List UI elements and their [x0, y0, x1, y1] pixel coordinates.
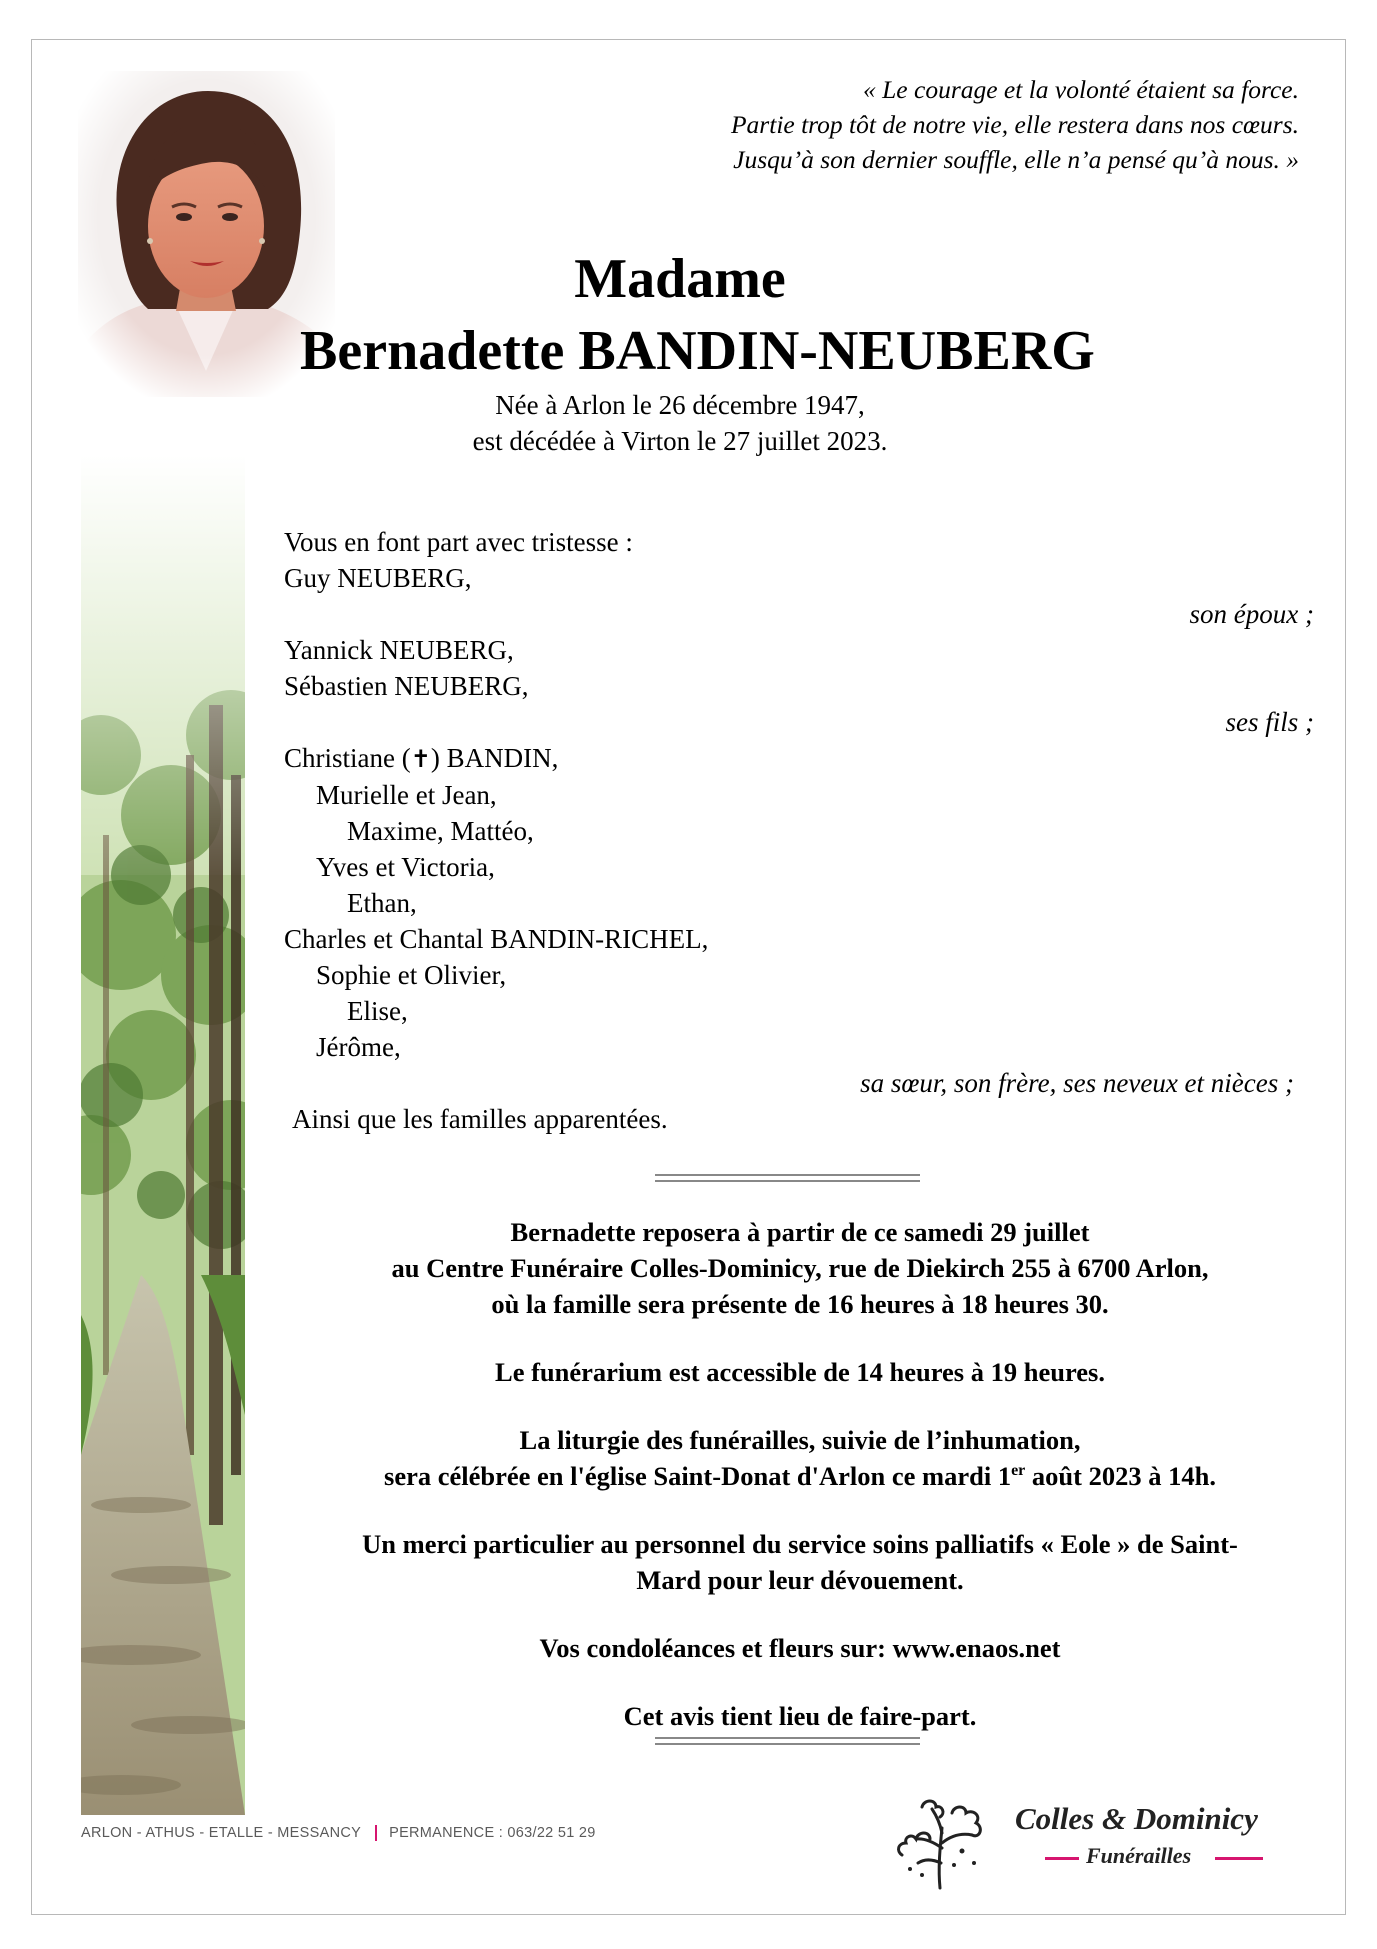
announce-line: Mard pour leur dévouement.	[636, 1565, 964, 1595]
relation-label: son époux ;	[1189, 599, 1314, 629]
announce-line: Cet avis tient lieu de faire-part.	[623, 1701, 977, 1731]
footer-locations: ARLON - ATHUS - ETALLE - MESSANCY	[81, 1825, 362, 1841]
cross-icon: ✝	[410, 745, 431, 773]
death-line: est décédée à Virton le 27 juillet 2023.	[472, 426, 888, 456]
tree-logo-icon	[892, 1793, 992, 1893]
birth-line: Née à Arlon le 26 décembre 1947,	[495, 390, 865, 420]
footer-permanence: PERMANENCE : 063/22 51 29	[389, 1825, 596, 1841]
divider	[655, 1174, 920, 1182]
family-member	[284, 740, 1314, 777]
announce-line: au Centre Funéraire Colles-Dominicy, rue de Diekirch 255 à 6700 Arlon,	[391, 1253, 1209, 1283]
announce-line: La liturgie des funérailles, suivie de l’inhumation,	[519, 1425, 1081, 1455]
family-list	[284, 524, 1314, 1137]
announce-line	[280, 1458, 1320, 1494]
divider	[655, 1737, 920, 1745]
footer-separator	[375, 1825, 377, 1841]
quote-line: Jusqu’à son dernier souffle, elle n’a pensé qu’à nous. »	[733, 145, 1299, 174]
accent-line	[1215, 1857, 1263, 1860]
announce-line: Un merci particulier au personnel du service soins palliatifs « Eole » de Saint-	[362, 1529, 1238, 1559]
announce-line: où la famille sera présente de 16 heures à 18 heures 30.	[491, 1289, 1109, 1319]
family-member: Guy NEUBERG,	[284, 563, 472, 593]
forest-path-image	[81, 455, 245, 1815]
family-member: Murielle et Jean,	[316, 780, 497, 810]
family-closing: Ainsi que les familles apparentées.	[292, 1104, 668, 1134]
quote-line: « Le courage et la volonté étaient sa force.	[863, 75, 1299, 104]
announce-text: sera célébrée en l'église Saint-Donat d'Arlon ce mardi 1	[384, 1461, 1012, 1491]
family-member: Sophie et Olivier,	[316, 960, 507, 990]
brand-name: Colles & Dominicy	[1015, 1801, 1258, 1836]
family-intro: Vous en font part avec tristesse :	[284, 527, 633, 557]
accent-line	[1045, 1857, 1079, 1860]
deceased-title-block	[300, 243, 1095, 459]
quote-line: Partie trop tôt de notre vie, elle restera dans nos cœurs.	[730, 110, 1299, 139]
family-member: Ethan,	[347, 888, 417, 918]
family-member: Sébastien NEUBERG,	[284, 671, 529, 701]
family-member: Jérôme,	[316, 1032, 401, 1062]
sister-name-suffix: ) BANDIN,	[430, 743, 559, 773]
footer-contact	[81, 1825, 596, 1841]
announce-line: Le funérarium est accessible de 14 heures à 19 heures.	[495, 1357, 1105, 1387]
ordinal-suffix: er	[1011, 1462, 1026, 1480]
deceased-name: Bernadette BANDIN-NEUBERG	[300, 320, 1095, 382]
condolences-link: Vos condoléances et fleurs sur: www.enaos.net	[539, 1633, 1061, 1663]
announce-line: Bernadette reposera à partir de ce samedi 29 juillet	[510, 1217, 1090, 1247]
family-member: Charles et Chantal BANDIN-RICHEL,	[284, 924, 709, 954]
family-member: Yannick NEUBERG,	[284, 635, 514, 665]
announce-text: août 2023 à 14h.	[1025, 1461, 1216, 1491]
honorific: Madame	[574, 248, 786, 310]
family-member: Yves et Victoria,	[316, 852, 495, 882]
relation-label: sa sœur, son frère, ses neveux et nièces ;	[860, 1068, 1294, 1098]
family-member: Maxime, Mattéo,	[347, 816, 534, 846]
portrait-photo	[78, 71, 335, 397]
memorial-quote	[499, 72, 1299, 177]
sister-name-prefix: Christiane (	[284, 743, 411, 773]
family-member: Elise,	[347, 996, 408, 1026]
funeral-announcement	[280, 1214, 1320, 1766]
relation-label: ses fils ;	[1225, 707, 1314, 737]
funeral-home-logo	[880, 1785, 1300, 1895]
brand-subtitle: Funérailles	[1086, 1843, 1192, 1868]
